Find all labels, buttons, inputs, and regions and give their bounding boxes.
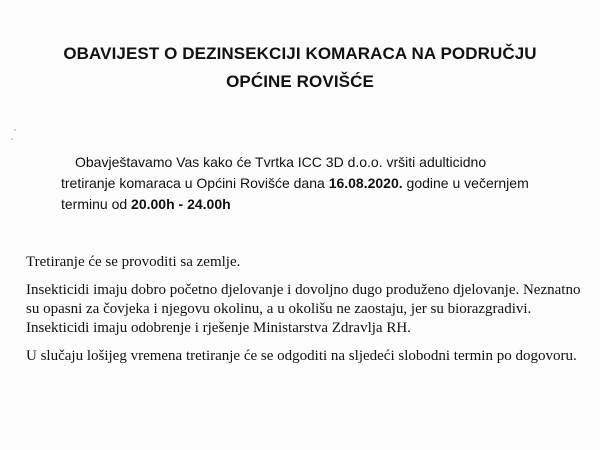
intro-text-2: tretiranje komaraca u Općini Rovišće dana: [61, 175, 329, 191]
intro-paragraph: [61, 152, 595, 215]
intro-line-2: [61, 173, 595, 194]
cut-off-text: [26, 436, 600, 450]
scan-speck: [11, 138, 13, 140]
notice-title: [20, 40, 580, 96]
intro-text-3: godine u večernjem: [402, 175, 529, 191]
paragraph-weather: U slučaju lošijeg vremena tretiranje će se odgoditi na sljedeći slobodni termin po dogovoru.: [26, 348, 577, 364]
intro-line-1: [75, 152, 595, 173]
scan-speck: [14, 129, 16, 131]
paragraph-ground-treatment: Tretiranje će se provoditi sa zemlje.: [26, 254, 241, 270]
title-line-2: OPĆINE ROVIŠĆE: [226, 72, 374, 91]
notice-body: [26, 253, 586, 375]
intro-text-4: terminu od: [61, 196, 132, 212]
intro-line-3: [61, 194, 595, 215]
intro-text-1: Obavještavamo Vas kako će Tvrtka ICC 3D d.o.o. vršiti adulticidno: [75, 154, 487, 170]
title-line-1: OBAVIJEST O DEZINSEKCIJI KOMARACA NA PODRUČJU: [63, 44, 537, 63]
treatment-time: 20.00h - 24.00h: [131, 196, 231, 212]
paragraph-insecticides: Insekticidi imaju dobro početno djelovanje i dovoljno dugo produženo djelovanje. Neznatno su opasni za čovjeka i njegovu okolinu, a u okolišu ne zaostaju, jer su biorazgradivi. Insekticidi imaju odobrenje i rješenje Ministarstva Zdravlja RH.: [26, 282, 581, 336]
treatment-date: 16.08.2020.: [328, 175, 403, 191]
